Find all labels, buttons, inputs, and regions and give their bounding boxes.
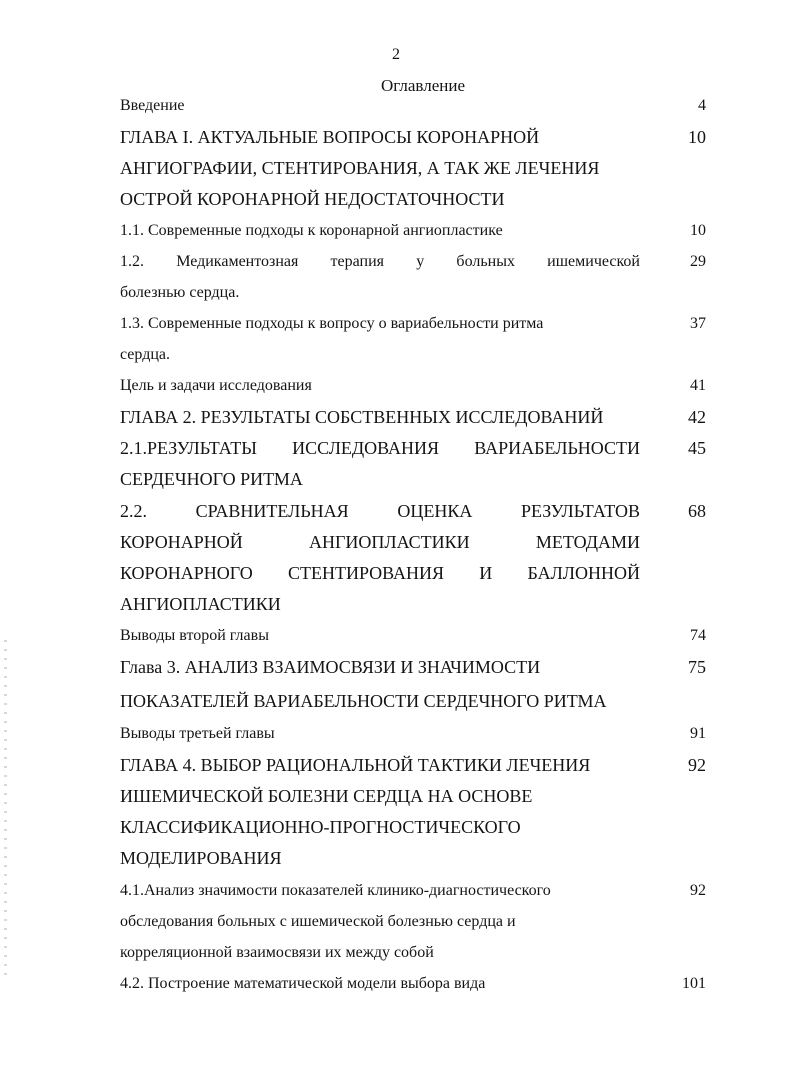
toc-entry-section-4-2 [120,973,706,999]
toc-entry-chapter-2 [120,406,706,432]
toc-entry-line: 4.2. Построение математической модели выбора вида [120,975,486,992]
page-number: 2 [392,46,400,63]
toc-entry-page: 4 [698,97,706,114]
toc-entry-chapter-4 [120,754,706,874]
toc-title: Оглавление [381,76,465,95]
toc-entry-line: болезнью сердца. [120,284,240,301]
toc-entry-page: 29 [690,253,706,270]
toc-entry-page: 42 [688,407,706,427]
toc-entry-line: ИШЕМИЧЕСКОЙ БОЛЕЗНИ СЕРДЦА НА ОСНОВЕ [120,786,533,806]
toc-entry-line: ОСТРОЙ КОРОНАРНОЙ НЕДОСТАТОЧНОСТИ [120,189,505,209]
toc-entry-page: 74 [690,627,706,644]
toc-entry-line: Выводы второй главы [120,627,269,644]
toc-entry-line: Цель и задачи исследования [120,377,312,394]
toc-entry-line: Глава 3. АНАЛИЗ ВЗАИМОСВЯЗИ И ЗНАЧИМОСТИ [120,657,541,677]
toc-entry-line: 2.1.РЕЗУЛЬТАТЫ ИССЛЕДОВАНИЯ ВАРИАБЕЛЬНОСТИ [120,438,640,458]
toc-entry-line: ГЛАВА 2. РЕЗУЛЬТАТЫ СОБСТВЕННЫХ ИССЛЕДОВАНИЙ [120,407,604,427]
toc-entry-line: сердца. [120,346,170,363]
toc-entry-page: 101 [682,975,706,992]
toc-entry-page: 37 [690,315,706,332]
toc-entry-line: 1.2. Медикаментозная терапия у больных ишемической [120,253,640,270]
toc-entry-line: ГЛАВА I. АКТУАЛЬНЫЕ ВОПРОСЫ КОРОНАРНОЙ [120,127,540,147]
toc-entry-conclusions-2 [120,625,706,651]
toc-entry-page: 75 [688,657,706,677]
toc-entry-line: АНГИОГРАФИИ, СТЕНТИРОВАНИЯ, А ТАК ЖЕ ЛЕЧЕНИЯ [120,158,600,178]
toc-entry-section-1-1 [120,220,706,246]
toc-entry-line: АНГИОПЛАСТИКИ [120,594,281,614]
toc-entry-section-2-2 [120,500,706,620]
toc-entry-line: Введение [120,97,185,114]
toc-entry-page: 45 [688,438,706,458]
toc-entry-conclusions-3 [120,723,706,749]
toc-entry-page: 10 [688,127,706,147]
toc-entry-section-2-1 [120,437,706,495]
toc-entry-section-1-2 [120,251,706,307]
toc-entry-line: 1.1. Современные подходы к коронарной ангиопластике [120,222,503,239]
toc-entry-line: ГЛАВА 4. ВЫБОР РАЦИОНАЛЬНОЙ ТАКТИКИ ЛЕЧЕНИЯ [120,755,591,775]
toc-entry-page: 91 [690,725,706,742]
toc-entry-section-4-1 [120,880,706,970]
toc-entry-page: 10 [690,222,706,239]
toc-entry-introduction [120,95,706,121]
toc-entry-goals [120,375,706,401]
toc-entry-page: 41 [690,377,706,394]
toc-entry-page: 92 [688,755,706,775]
toc-entry-chapter-1 [120,126,706,216]
toc-entry-line: Выводы третьей главы [120,725,275,742]
toc-entry-line: КОРОНАРНОЙ АНГИОПЛАСТИКИ МЕТОДАМИ [120,532,640,552]
toc-entry-chapter-3 [120,656,706,716]
toc-entry-page: 92 [690,882,706,899]
toc-entry-line: корреляционной взаимосвязи их между собой [120,944,434,961]
scan-margin-artifact [4,640,7,980]
toc-entry-line: ПОКАЗАТЕЛЕЙ ВАРИАБЕЛЬНОСТИ СЕРДЕЧНОГО РИТМА [120,691,607,711]
toc-entry-page: 68 [688,501,706,521]
toc-entry-line: КЛАССИФИКАЦИОННО-ПРОГНОСТИЧЕСКОГО [120,817,521,837]
toc-entry-line: обследования больных с ишемической болезнью сердца и [120,913,516,930]
toc-entry-line: 2.2. СРАВНИТЕЛЬНАЯ ОЦЕНКА РЕЗУЛЬТАТОВ [120,501,640,521]
toc-entry-section-1-3 [120,313,706,369]
toc-entry-line: МОДЕЛИРОВАНИЯ [120,848,282,868]
toc-entry-line: КОРОНАРНОГО СТЕНТИРОВАНИЯ И БАЛЛОННОЙ [120,563,640,583]
toc-entry-line: СЕРДЕЧНОГО РИТМА [120,469,303,489]
toc-entry-line: 4.1.Анализ значимости показателей клинико-диагностического [120,882,551,899]
toc-entry-line: 1.3. Современные подходы к вопросу о вариабельности ритма [120,315,544,332]
